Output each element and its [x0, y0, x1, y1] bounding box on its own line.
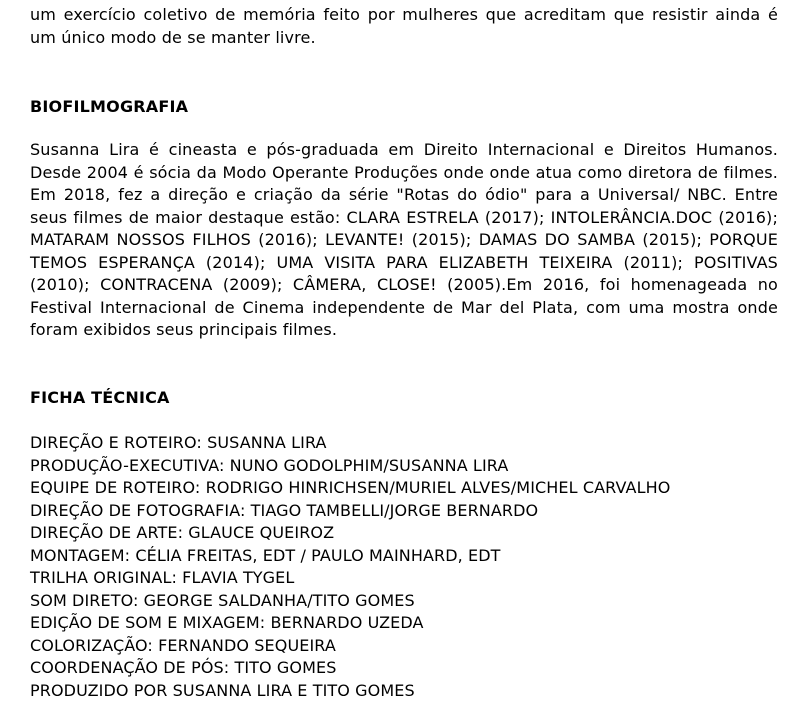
credit-item: SOM DIRETO: GEORGE SALDANHA/TITO GOMES: [30, 590, 415, 610]
credit-item: PRODUÇÃO-EXECUTIVA: NUNO GODOLPHIM/SUSANNA LIRA: [30, 455, 509, 475]
credit-item: DIREÇÃO E ROTEIRO: SUSANNA LIRA: [30, 433, 327, 452]
ficha-tecnica-heading: FICHA TÉCNICA: [30, 388, 170, 407]
credit-item: COORDENAÇÃO DE PÓS: TITO GOMES: [30, 658, 337, 677]
credit-item: MONTAGEM: CÉLIA FREITAS, EDT / PAULO MAINHARD, EDT: [30, 545, 501, 565]
credit-item: EDIÇÃO DE SOM E MIXAGEM: BERNARDO UZEDA: [30, 613, 424, 632]
credit-item: PRODUZIDO POR SUSANNA LIRA E TITO GOMES: [30, 680, 415, 700]
credit-item: EQUIPE DE ROTEIRO: RODRIGO HINRICHSEN/MURIEL ALVES/MICHEL CARVALHO: [30, 478, 671, 497]
intro-paragraph: um exercício coletivo de memória feito por mulheres que acreditam que resistir ainda é um único modo de se manter livre.: [30, 5, 778, 47]
credit-item: DIREÇÃO DE ARTE: GLAUCE QUEIROZ: [30, 523, 335, 542]
biofilmografia-heading: BIOFILMOGRAFIA: [30, 97, 189, 116]
biofilmografia-paragraph: Susanna Lira é cineasta e pós-graduada em Direito Internacional e Direitos Humanos. Desde 2004 é sócia da Modo Operante Produções onde onde atua como diretora de filmes. Em 2018, fez a direção e criação da série "Rotas do ódio" para a Universal/ NBC. Entre seus filmes de maior destaque estão: CLARA ESTRELA (2017); INTOLERÂNCIA.DOC (2016); MATARAM NOSSOS FILHOS (2016); LEVANTE! (2015); DAMAS DO SAMBA (2015); PORQUE TEMOS ESPERANÇA (2014); UMA VISITA PARA ELIZABETH TEIXEIRA (2011); POSITIVAS (2010); CONTRACENA (2009); CÂMERA, CLOSE! (2005).Em 2016, foi homenageada no Festival Internacional de Cinema independente de Mar del Plata, com uma mostra onde foram exibidos seus principais filmes.: [30, 140, 778, 339]
credit-item: COLORIZAÇÃO: FERNANDO SEQUEIRA: [30, 635, 336, 655]
credit-item: DIREÇÃO DE FOTOGRAFIA: TIAGO TAMBELLI/JORGE BERNARDO: [30, 500, 539, 520]
credit-item: TRILHA ORIGINAL: FLAVIA TYGEL: [30, 568, 295, 587]
ficha-tecnica-list: [30, 432, 670, 702]
